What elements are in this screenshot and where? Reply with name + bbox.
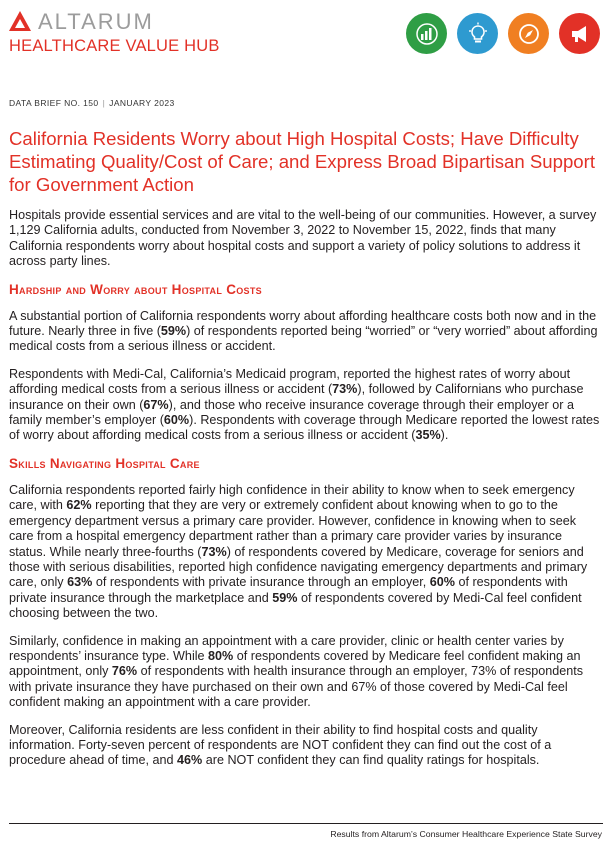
text-run: ), and those who receive insurance coverage through their employer or a family member’s employer ( [9,397,574,428]
text-run: of respondents with private insurance through the marketplace and [9,575,568,605]
stat-highlight: 60% [163,413,190,428]
page-title: California Residents Worry about High Hospital Costs; Have Difficulty Estimating Quality/Cost of Care; and Express Broad Bipartisan Support for Government Action [9,128,595,195]
brief-meta [9,98,175,108]
section-heading-skills: Skills Navigating Hospital Care [9,455,200,471]
triangle-logo-icon [9,11,31,31]
text-run: ) of respondents covered by Medicare, coverage for seniors and those with serious disabilities, reported high confidence navigating emergency departments and primary care, only [9,544,588,590]
text-run: of respondents with health insurance through an employer, 73% of respondents with private insurance they have purchased on their own and 67% of those covered by Medi-Cal feel confident making an appointment with a care provider. [9,664,584,710]
stat-highlight: 59% [272,590,298,605]
section-heading-hardship: Hardship and Worry about Hospital Costs [9,281,262,297]
stat-highlight: 73% [201,544,227,559]
logo-name: ALTARUM [38,9,154,34]
hardship-paragraph-1 [9,309,601,355]
stat-highlight: 35% [415,428,441,443]
text-run: A substantial portion of California respondents worry about affording healthcare costs both now and in the future. Nearly three in five ( [9,308,597,339]
lightbulb-icon[interactable] [457,13,498,54]
skills-paragraph-1 [9,483,601,622]
text-run: are NOT confident they can find quality ratings for hospitals. [202,753,540,768]
brief-date: JANUARY 2023 [109,98,175,108]
skills-paragraph-2 [9,634,601,711]
text-run: reporting that they are very or extremely confident about knowing when to go to the emergency department versus a primary care provider. However, confidence in knowing when to seek care from a hospital emergency department rather than a primary care provider varies by insurance status. While nearly three-fourths ( [9,498,577,559]
stat-highlight: 60% [429,575,455,590]
meta-separator: | [102,98,106,108]
stat-highlight: 73% [332,382,358,397]
stat-highlight: 46% [177,753,203,768]
logo-subtitle: HEALTHCARE VALUE HUB [9,37,220,55]
header-icons [406,13,602,55]
text-run: Similarly, confidence in making an appointment with a care provider, clinic or health center varies by respondents’ insurance type. While [9,633,564,663]
hardship-paragraph-2 [9,367,601,444]
text-run: Moreover, California residents are less confident in their ability to find hospital costs and quality information. Forty-seven percent of respondents are NOT confident they can find out the cost of a procedure ahead of time, and [9,722,552,768]
chart-icon[interactable] [406,13,447,54]
skills-paragraph-3 [9,723,601,769]
brief-number: DATA BRIEF NO. 150 [9,98,99,108]
stat-highlight: 59% [160,324,187,339]
brief-content [9,208,601,781]
stat-highlight: 80% [208,648,234,663]
text-run: of respondents with private insurance through an employer, [92,575,430,590]
text-run: ), followed by Californians who purchase insurance on their own ( [9,382,584,412]
footer-divider [9,823,603,824]
stat-highlight: 67% [143,397,169,412]
text-run: of respondents covered by Medi-Cal feel confident choosing between the two. [9,590,582,621]
stat-highlight: 76% [111,664,138,679]
text-run: ). [440,428,449,443]
megaphone-icon[interactable] [559,13,600,54]
text-run: ). Respondents with coverage through Medicare reported the lowest rates of worry about affording medical costs from a serious illness or accident ( [9,413,600,443]
footer-text: Results from Altarum’s Consumer Healthcare Experience State Survey [330,829,602,839]
intro-paragraph: Hospitals provide essential services and are vital to the well-being of our communities. However, a survey 1,129 California adults, conducted from November 3, 2022 to November 15, 2022, finds that many California respondents worry about hospital costs and support a variety of policy solutions to address it across party lines. [9,208,597,269]
text-run: Respondents with Medi-Cal, California’s Medicaid program, reported the highest rates of worry about affording medical costs from a serious illness or accident ( [9,366,571,397]
text-run: of respondents covered by Medicare feel confident making an appointment, only [9,648,581,679]
text-run: California respondents reported fairly high confidence in their ability to know when to seek emergency care, with [9,482,575,513]
text-run: ) of respondents reported being “worried” or “very worried” about affording medical costs from a serious illness or accident. [9,324,598,354]
compass-icon[interactable] [508,13,549,54]
stat-highlight: 63% [67,575,93,590]
stat-highlight: 62% [66,498,92,513]
